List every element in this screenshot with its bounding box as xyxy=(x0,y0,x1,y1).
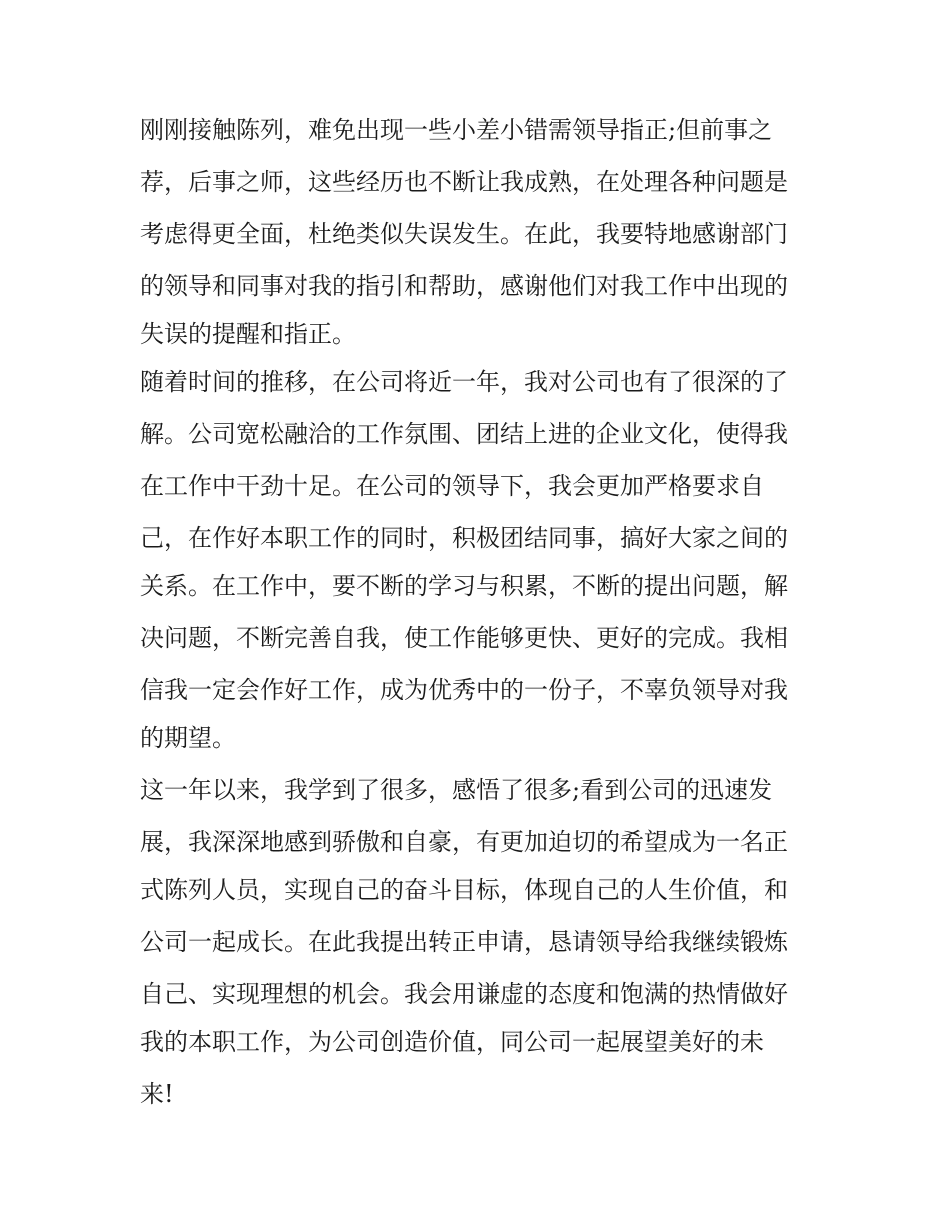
text-line: 的期望。 xyxy=(140,724,236,752)
text-line: 式陈列人员，实现自己的奋斗目标，体现自己的人生价值，和 xyxy=(140,876,788,904)
text-line: 刚刚接触陈列，难免出现一些小差小错需领导指正;但前事之 xyxy=(140,116,773,144)
text-line: 在工作中干劲十足。在公司的领导下，我会更加严格要求自 xyxy=(140,472,764,500)
text-line: 解。公司宽松融洽的工作氛围、团结上进的企业文化，使得我 xyxy=(140,420,788,448)
text-line: 荐，后事之师，这些经历也不断让我成熟，在处理各种问题是 xyxy=(140,168,788,196)
text-line: 来! xyxy=(140,1080,174,1108)
text-line: 我的本职工作，为公司创造价值，同公司一起展望美好的未 xyxy=(140,1028,764,1056)
text-line: 这一年以来，我学到了很多，感悟了很多;看到公司的迅速发 xyxy=(140,776,773,804)
text-line: 己，在作好本职工作的同时，积极团结同事，搞好大家之间的 xyxy=(140,524,788,552)
text-line: 自己、实现理想的机会。我会用谦虚的态度和饱满的热情做好 xyxy=(140,980,788,1008)
text-line: 决问题，不断完善自我，使工作能够更快、更好的完成。我相 xyxy=(140,624,788,652)
text-line: 关系。在工作中，要不断的学习与积累，不断的提出问题，解 xyxy=(140,572,788,600)
text-line: 展，我深深地感到骄傲和自豪，有更加迫切的希望成为一名正 xyxy=(140,828,788,856)
text-line: 失误的提醒和指正。 xyxy=(140,320,356,348)
text-line: 考虑得更全面，杜绝类似失误发生。在此，我要特地感谢部门 xyxy=(140,220,788,248)
text-line: 的领导和同事对我的指引和帮助，感谢他们对我工作中出现的 xyxy=(140,272,788,300)
text-line: 信我一定会作好工作，成为优秀中的一份子，不辜负领导对我 xyxy=(140,676,788,704)
text-line: 随着时间的推移，在公司将近一年，我对公司也有了很深的了 xyxy=(140,368,788,396)
text-line: 公司一起成长。在此我提出转正申请，恳请领导给我继续锻炼 xyxy=(140,928,788,956)
